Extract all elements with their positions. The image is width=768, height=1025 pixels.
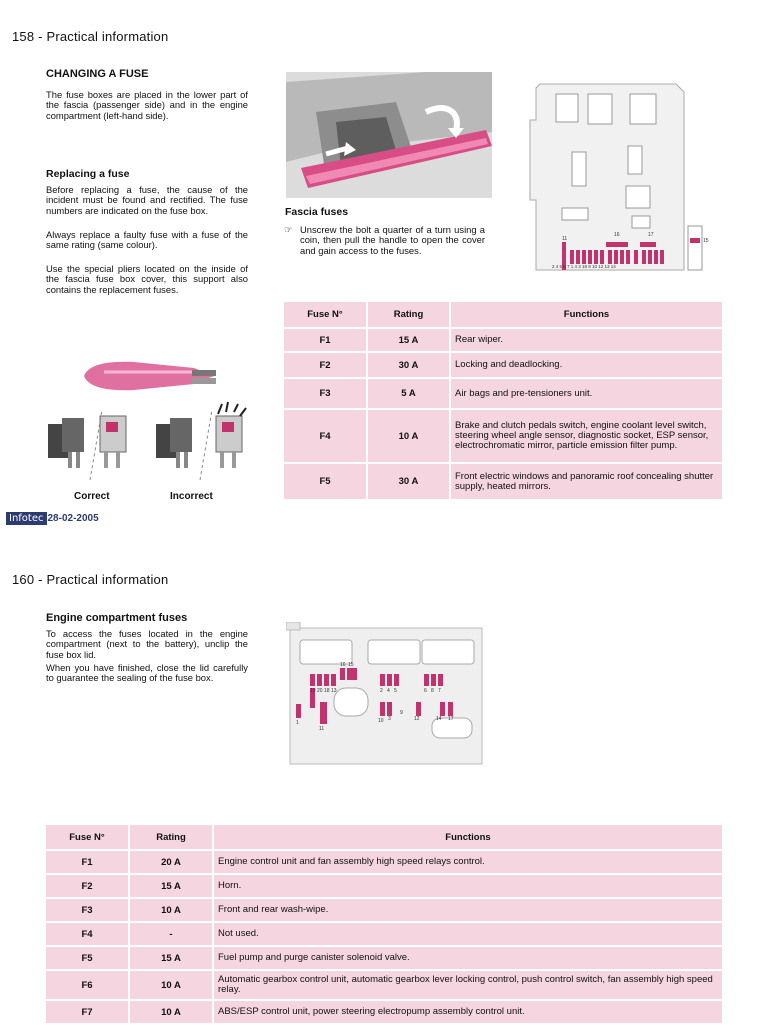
fusebox-label-16: 16 xyxy=(614,232,620,238)
fusebox-bottom-labels: 2 4 5 6 7 1 4 3 18 9 10 12 13 14 xyxy=(552,264,616,269)
engine-fuses-title: Engine compartment fuses xyxy=(46,612,188,624)
rating-cell: 30 A xyxy=(368,464,449,499)
engine-fuse-label-12: 12 xyxy=(414,716,420,722)
engine-para-1: To access the fuses located in the engine compartment (next to the battery), unclip the fuse box lid. xyxy=(46,628,248,660)
table-row xyxy=(284,379,722,408)
functions-cell: ABS/ESP control unit, power steering electropump assembly control unit. xyxy=(214,1001,722,1023)
table-header-row xyxy=(46,825,722,849)
functions-cell: Brake and clutch pedals switch, engine coolant level switch, steering wheel angle sensor, diagnostic socket, ESP sensor, electrochromatic mirror, particle emission filter pump. xyxy=(451,410,722,462)
engine-fuse-label-3: 3 xyxy=(388,716,391,722)
header-fuse-no: Fuse N° xyxy=(284,302,366,327)
rating-cell: 30 A xyxy=(368,353,449,377)
engine-fuse-label-2: 2 xyxy=(380,688,383,694)
engine-fuse-label-19: 19 xyxy=(310,688,316,694)
table-row xyxy=(46,899,722,921)
fuse-cell: F3 xyxy=(284,379,366,408)
fuse-cell: F2 xyxy=(46,875,128,897)
fuse-cell: F4 xyxy=(46,923,128,945)
engine-fuse-label-18: 18 xyxy=(324,688,330,694)
engine-fuse-label-1: 1 xyxy=(296,720,299,726)
header-rating: Rating xyxy=(130,825,212,849)
rating-cell: 10 A xyxy=(368,410,449,462)
header-functions: Functions xyxy=(214,825,722,849)
table-row xyxy=(284,329,722,351)
engine-fuse-label-7: 7 xyxy=(438,688,441,694)
table-row xyxy=(46,923,722,945)
fuse-cell: F5 xyxy=(284,464,366,499)
engine-fuse-label-15: 15 xyxy=(348,662,354,668)
engine-para-2: When you have finished, close the lid carefully to guarantee the sealing of the fuse box. xyxy=(46,662,248,684)
fascia-photo xyxy=(286,72,492,198)
correct-caption: Correct xyxy=(74,491,110,502)
incorrect-caption: Incorrect xyxy=(170,491,213,502)
fuse-cell: F6 xyxy=(46,971,128,999)
fascia-fuse-table xyxy=(282,300,724,501)
replacing-fuse-title: Replacing a fuse xyxy=(46,168,130,180)
table-row xyxy=(284,464,722,499)
engine-fuse-label-9: 9 xyxy=(400,710,403,716)
engine-fuse-label-20: 20 xyxy=(317,688,323,694)
replacing-para-3: Use the special pliers located on the inside of the fascia fuse box cover, this support also contains the replacement fuses. xyxy=(46,263,248,295)
engine-fuse-label-6: 6 xyxy=(424,688,427,694)
infotec-badge: Infotec xyxy=(6,512,47,525)
fuse-cell: F1 xyxy=(46,851,128,873)
fuse-cell: F5 xyxy=(46,947,128,969)
header-rating: Rating xyxy=(368,302,449,327)
fuse-cell: F3 xyxy=(46,899,128,921)
fuse-cell: F1 xyxy=(284,329,366,351)
fusebox-label-15: 15 xyxy=(703,238,709,244)
rating-cell: 5 A xyxy=(368,379,449,408)
functions-cell: Locking and deadlocking. xyxy=(451,353,722,377)
engine-fuse-label-11: 11 xyxy=(319,726,325,732)
fuse-cell: F2 xyxy=(284,353,366,377)
engine-fuse-label-5: 5 xyxy=(394,688,397,694)
functions-cell: Horn. xyxy=(214,875,722,897)
table-header-row xyxy=(284,302,722,327)
engine-fuse-label-8: 8 xyxy=(431,688,434,694)
infotec-date: 28-02-2005 xyxy=(47,513,99,524)
functions-cell: Automatic gearbox control unit, automatic gearbox lever locking control, push control switch, fan assembly high speed relay. xyxy=(214,971,722,999)
header-fuse-no: Fuse N° xyxy=(46,825,128,849)
table-row xyxy=(46,947,722,969)
functions-cell: Fuel pump and purge canister solenoid valve. xyxy=(214,947,722,969)
table-row xyxy=(46,875,722,897)
replacing-para-2: Always replace a faulty fuse with a fuse of the same rating (same colour). xyxy=(46,229,248,251)
fascia-instructions: Unscrew the bolt a quarter of a turn using a coin, then pull the handle to open the cover and gain access to the fuses. xyxy=(300,224,485,256)
table-row xyxy=(46,851,722,873)
table-row xyxy=(46,1001,722,1023)
engine-fuse-label-17: 17 xyxy=(448,716,454,722)
fuse-cell: F7 xyxy=(46,1001,128,1023)
bullet-icon: ☞ xyxy=(284,224,293,235)
engine-fuse-label-13: 13 xyxy=(331,688,337,694)
functions-cell: Rear wiper. xyxy=(451,329,722,351)
engine-fusebox-diagram xyxy=(286,622,484,766)
rating-cell: 15 A xyxy=(130,947,212,969)
fascia-fusebox-diagram xyxy=(526,80,718,276)
engine-fuse-label-4: 4 xyxy=(387,688,390,694)
engine-fuse-label-16: 16 xyxy=(340,662,346,668)
functions-cell: Air bags and pre-tensioners unit. xyxy=(451,379,722,408)
fusebox-label-17: 17 xyxy=(648,232,654,238)
engine-fuse-label-14: 14 xyxy=(436,716,442,722)
engine-fuse-label-10: 10 xyxy=(378,718,384,724)
replacing-para-1: Before replacing a fuse, the cause of the incident must be found and rectified. The fuse numbers are indicated on the fuse box. xyxy=(46,184,248,216)
rating-cell: 20 A xyxy=(130,851,212,873)
changing-fuse-title: CHANGING A FUSE xyxy=(46,68,149,80)
page-heading-158: 158 - Practical information xyxy=(12,29,169,44)
rating-cell: 10 A xyxy=(130,899,212,921)
header-functions: Functions xyxy=(451,302,722,327)
infotec-footer xyxy=(6,512,99,525)
rating-cell: 10 A xyxy=(130,1001,212,1023)
functions-cell: Not used. xyxy=(214,923,722,945)
fusebox-label-11: 11 xyxy=(562,236,568,242)
functions-cell: Front and rear wash-wipe. xyxy=(214,899,722,921)
fuse-pliers-illustration xyxy=(44,350,256,490)
rating-cell: 15 A xyxy=(368,329,449,351)
functions-cell: Front electric windows and panoramic roof concealing shutter supply, heated mirrors. xyxy=(451,464,722,499)
rating-cell: 15 A xyxy=(130,875,212,897)
rating-cell: 10 A xyxy=(130,971,212,999)
fuse-cell: F4 xyxy=(284,410,366,462)
functions-cell: Engine control unit and fan assembly high speed relays control. xyxy=(214,851,722,873)
fascia-fuses-title: Fascia fuses xyxy=(285,206,349,218)
table-row xyxy=(46,971,722,999)
changing-fuse-text: The fuse boxes are placed in the lower part of the fascia (passenger side) and in the engine compartment (left-hand side). xyxy=(46,89,248,121)
rating-cell: - xyxy=(130,923,212,945)
page-heading-160: 160 - Practical information xyxy=(12,572,169,587)
table-row xyxy=(284,353,722,377)
engine-fuse-table xyxy=(44,823,724,1025)
table-row xyxy=(284,410,722,462)
